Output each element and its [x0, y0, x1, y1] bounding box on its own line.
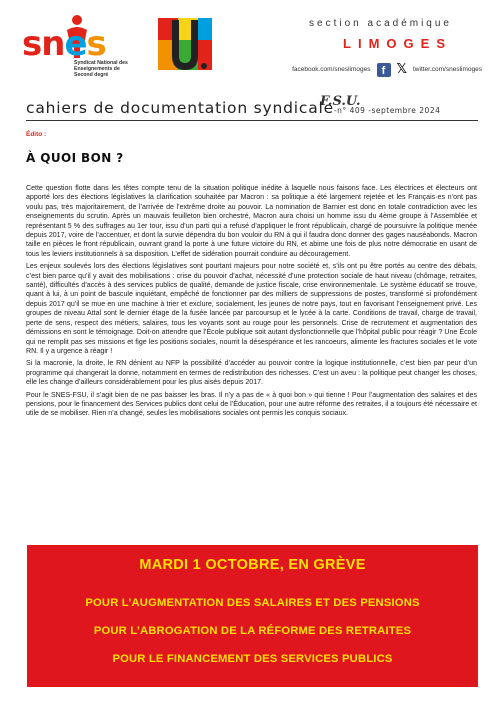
facebook-icon[interactable]: f — [377, 63, 391, 77]
section-label-edito: Édito : — [26, 131, 47, 138]
twitter-link[interactable]: twitter.com/sneslimoges — [413, 66, 482, 73]
fsu-emblem-icon — [158, 16, 212, 78]
publication-title-bar — [26, 99, 476, 118]
article-paragraph: Pour le SNES-FSU, il s’agit bien de ne pas baisser les bras. Il n’y a pas de « à quoi bon » qui tienne ! Pour l’augmentation des salaires et des pensions, pour le financement des Services publics dont celui de l’Éducation, pour une autre réforme des retraites, il a toujours été nécessaire et utile de se mobiliser. Rien n’a changé, seules les mobilisations sociales ont permis les conquis sociaux. — [26, 391, 477, 418]
article-headline: À QUOI BON ? — [26, 151, 124, 165]
banner-demand: POUR L’ABROGATION DE LA RÉFORME DES RETRAITES — [93, 625, 412, 637]
strike-banner — [27, 545, 478, 687]
article-paragraph: Les enjeux soulevés lors des élections législatives sont pourtant majeurs pour notre société et, s’ils ont pu être portés au centre des débats, c’est bien parce qu’il y avait des mobilisations : crise du pouvoir d’achat, nécessité d’une protection sociale de haut niveau (chômage, retraites, santé), difficultés d’accès à des services publics de qualité, demande de justice fiscale, crise environnementale. Le système éducatif se trouve, quant à lui, à un point de bascule inquiétant, empêché de fonctionner par des milliers de suppressions de postes, transformé si profondément depuis 2017 qu’il se mue en une machine à trier et exclure, socialement, les jeunes de notre pays, tout en favorisant l’enseignement privé. Les groupes de niveau Attal sont le dernier étage de la fusée lancée par parcoursup et le lycée à la carte. Conditions de travail, charge de travail, perte de sens, respect des métiers, salaires, tous les voyants sont au rouge pour les personnels. Crise de recrutement et augmentation des démissions en sont le témoignage. Doit-on attendre que l’École publique soit autant dysfonctionnelle que l’hôpital public pour réagir ? Une École qui ne remplit pas ses missions et fige les positions sociales, nourrit la désespérance et les rancoeurs, alimente les fractures sociales et le vote RN. Il y a urgence à réagir ! — [26, 263, 477, 355]
fsu-label: F.S.U. — [320, 94, 361, 109]
section-label: section académique — [309, 18, 452, 29]
banner-headline: MARDI 1 OCTOBRE, EN GRÈVE — [139, 557, 366, 573]
social-links — [292, 62, 482, 77]
issue-number: -n° 409 -septembre 2024 — [333, 106, 441, 115]
banner-demand: POUR L’AUGMENTATION DES SALAIRES ET DES PENSIONS — [85, 597, 420, 609]
publication-title: cahiers de documentation syndicale — [26, 99, 334, 117]
banner-demand: POUR LE FINANCEMENT DES SERVICES PUBLICS — [112, 653, 393, 665]
snes-wordmark: snes — [22, 24, 106, 64]
snes-subtitle: Syndicat National des Enseignements de Second degré — [74, 60, 128, 78]
facebook-link[interactable]: facebook.com/sneslimoges — [292, 66, 371, 73]
article-body — [26, 184, 477, 422]
snes-logo — [22, 14, 128, 90]
academy-name: LIMOGES — [343, 36, 452, 51]
article-paragraph: Cette question flotte dans les têtes compte tenu de la situation politique inédite à laquelle nous faisons face. Les électrices et électeurs ont apporté lors des élections législatives la clarification souhaitée par Macron : sa politique a été largement rejetée et les Français·es n’ont pas voulu pas, très majoritairement, de l’arrivée de l’extrême droite au pouvoir. La nomination de Barnier est donc en totale contradiction avec les enseignements du scrutin. Après un mauvais feuilleton bien orchestré, Macron aura choisi un homme issu du 4ème groupe à l’Assemblée et représentant 5 % des suffrages au 1er tour, issu d’un parti qui a refusé d’appliquer le front républicain, chargé de poursuivre la politique menée depuis 2017, voire de l’accentuer, et dont la survie dépendra du bon vouloir du RN à qui il faudra donc donner des gages nauséabonds. Macron taille en pièces le front républicain, ouvrant grand la porte à une future victoire du RN, et abime une fois de plus notre démocratie en usant de tous les leviers institutionnels à sa disposition. L’effet de sidération pourrait conduire au découragement. — [26, 185, 477, 258]
title-divider — [26, 120, 478, 121]
x-icon[interactable]: 𝕏 — [396, 62, 407, 77]
article-paragraph: Si la macronie, la droite, le RN dénient au NFP la possibilité d’accéder au pouvoir contre la logique institutionnelle, c’est bien par peur d’un programme qui changerait la donne, notamment en termes de redistribution des richesses. C’est un aveu : la politique peut changer les choses, elle les change d’ailleurs considérablement pour les plus aisés depuis 2017. — [26, 360, 477, 387]
